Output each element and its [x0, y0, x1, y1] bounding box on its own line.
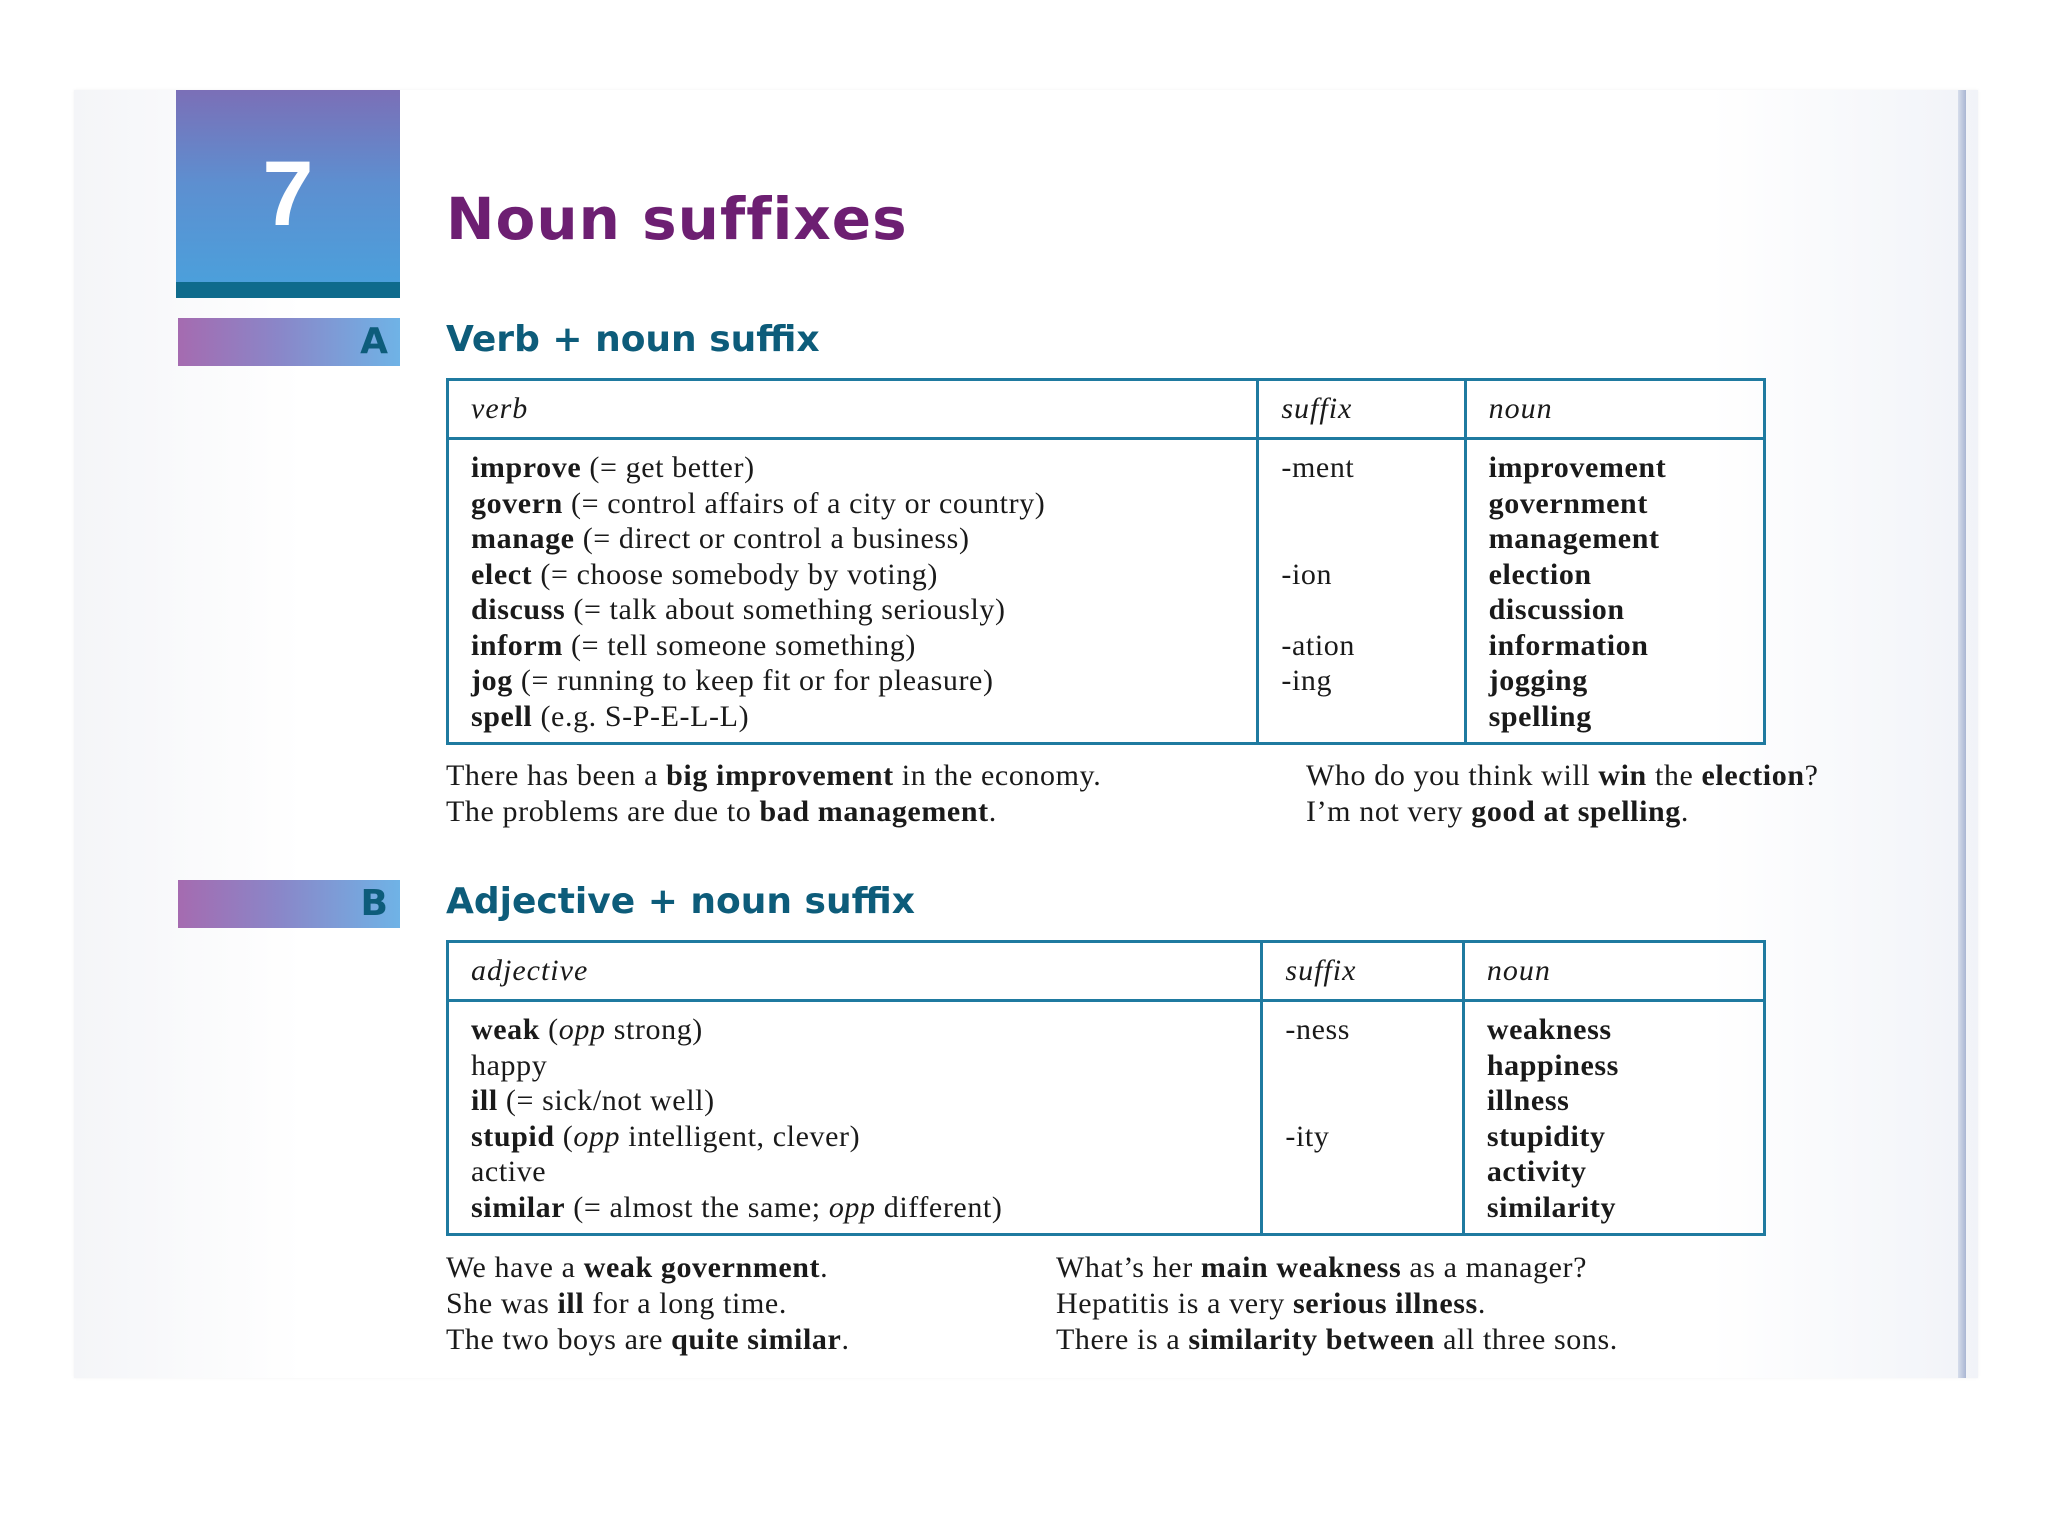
suffix-cell	[1281, 592, 1441, 628]
section-a-heading: Verb + noun suffix	[446, 319, 820, 360]
suffix-cell	[1281, 521, 1441, 557]
noun-column	[1463, 1001, 1764, 1235]
page-edge	[1958, 90, 1966, 1378]
verb-word: inform	[471, 628, 563, 662]
noun-cell: jogging	[1488, 664, 1588, 697]
verb-gloss: (= talk about something seriously)	[565, 593, 1006, 626]
table-row: ill (= sick/not well)	[471, 1084, 715, 1117]
verb-word: govern	[471, 486, 563, 520]
example-sentence: What’s her main weakness as a manager?	[1056, 1251, 1588, 1284]
suffix-cell	[1281, 699, 1441, 735]
verb-gloss: (= get better)	[581, 451, 755, 484]
table-row: similar (= almost the same; opp different)	[471, 1190, 1003, 1224]
verb-gloss: (= control affairs of a city or country)	[562, 486, 1046, 520]
table-body-row	[448, 439, 1765, 744]
verb-gloss: (e.g. S-P-E-L-L)	[532, 699, 750, 733]
noun-cell: stupidity	[1486, 1119, 1606, 1153]
verb-word: manage	[471, 522, 575, 555]
header-suffix: suffix	[1262, 942, 1463, 1001]
table-body-row	[448, 1001, 1765, 1235]
verb-suffix-table	[446, 378, 1766, 745]
suffix-cell: -ion	[1281, 557, 1333, 591]
unit-number-box	[176, 90, 400, 298]
noun-cell: improvement	[1488, 451, 1667, 484]
suffix-cell: -ment	[1281, 451, 1355, 484]
section-a-tab	[178, 318, 400, 366]
unit-box-bar	[176, 282, 400, 298]
table-row: active	[471, 1155, 547, 1188]
adjective-suffix-table	[446, 940, 1766, 1236]
verb-gloss: (= choose somebody by voting)	[532, 557, 938, 591]
table-row	[471, 450, 1234, 486]
example-sentence: Who do you think will win the election?	[1306, 759, 1819, 792]
header-suffix: suffix	[1258, 380, 1465, 439]
noun-cell: activity	[1486, 1155, 1587, 1188]
verb-word: jog	[471, 664, 513, 697]
verb-gloss: (= running to keep fit or for pleasure)	[512, 664, 994, 697]
verb-word: discuss	[471, 593, 566, 626]
table-header-row	[448, 942, 1765, 1001]
example-sentence: I’m not very good at spelling.	[1306, 795, 1690, 828]
table-header-row	[448, 380, 1765, 439]
unit-title: Noun suffixes	[446, 185, 908, 253]
section-a-examples-left	[446, 758, 1101, 830]
section-b-letter: B	[360, 883, 388, 924]
suffix-cell	[1285, 1083, 1439, 1119]
section-b-examples-left	[446, 1250, 850, 1358]
table-row	[471, 557, 1234, 593]
header-verb: verb	[448, 380, 1258, 439]
section-a-examples-right	[1306, 758, 1819, 830]
suffix-cell: -ity	[1285, 1119, 1330, 1153]
verb-word: spell	[471, 699, 533, 733]
section-b-tab	[178, 880, 400, 928]
section-b-examples-right	[1056, 1250, 1618, 1358]
example-sentence: The problems are due to bad management.	[446, 795, 997, 828]
example-sentence: There is a similarity between all three sons.	[1056, 1323, 1618, 1356]
suffix-cell: -ation	[1281, 628, 1355, 662]
table-row: stupid (opp intelligent, clever)	[471, 1119, 861, 1153]
table-row: weak (opp strong)	[471, 1013, 703, 1046]
adjective-column	[448, 1001, 1262, 1235]
suffix-cell: -ing	[1281, 664, 1333, 697]
table-row	[471, 486, 1234, 522]
suffix-cell: -ness	[1285, 1013, 1351, 1046]
table-row	[471, 521, 1234, 557]
noun-cell: illness	[1486, 1084, 1570, 1117]
suffix-cell	[1285, 1048, 1439, 1084]
suffix-cell	[1285, 1190, 1439, 1226]
noun-cell: government	[1488, 486, 1648, 520]
verb-column	[448, 439, 1258, 744]
noun-cell: weakness	[1486, 1013, 1612, 1046]
verb-word: elect	[471, 557, 533, 591]
noun-cell: discussion	[1488, 593, 1625, 626]
example-sentence: She was ill for a long time.	[446, 1287, 787, 1320]
table-row	[471, 663, 1234, 699]
example-sentence: There has been a big improvement in the economy.	[446, 759, 1102, 792]
noun-cell: election	[1488, 557, 1592, 591]
header-noun: noun	[1465, 380, 1764, 439]
header-noun: noun	[1463, 942, 1764, 1001]
table-row	[471, 592, 1234, 628]
table-row	[471, 699, 1234, 735]
section-b-heading: Adjective + noun suffix	[446, 881, 915, 922]
noun-cell: happiness	[1486, 1048, 1619, 1082]
header-adjective: adjective	[448, 942, 1262, 1001]
verb-gloss: (= tell someone something)	[562, 628, 916, 662]
suffix-cell	[1285, 1154, 1439, 1190]
unit-number: 7	[262, 143, 314, 245]
example-sentence: We have a weak government.	[446, 1251, 829, 1284]
example-sentence: The two boys are quite similar.	[446, 1323, 850, 1356]
table-row: happy	[471, 1048, 548, 1082]
table-row	[471, 628, 1234, 664]
verb-gloss: (= direct or control a business)	[574, 522, 970, 555]
noun-cell: similarity	[1486, 1190, 1617, 1224]
example-sentence: Hepatitis is a very serious illness.	[1056, 1287, 1486, 1320]
suffix-column	[1262, 1001, 1463, 1235]
verb-word: improve	[471, 451, 582, 484]
noun-cell: management	[1488, 522, 1660, 555]
noun-column	[1465, 439, 1764, 744]
suffix-column	[1258, 439, 1465, 744]
suffix-cell	[1281, 486, 1441, 522]
section-a-letter: A	[360, 321, 388, 362]
noun-cell: spelling	[1488, 699, 1592, 733]
noun-cell: information	[1488, 628, 1649, 662]
